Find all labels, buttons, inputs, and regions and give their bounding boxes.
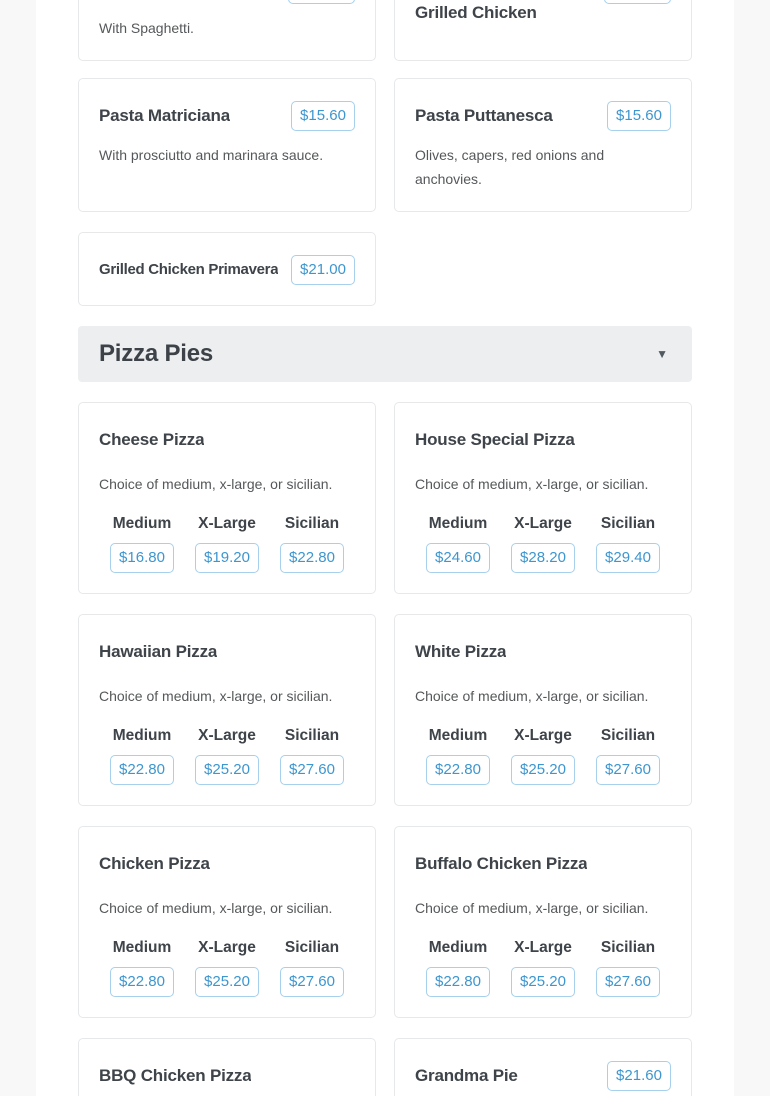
size-option — [110, 512, 174, 573]
item-title: Grilled Chicken — [415, 3, 537, 22]
menu-item-card — [78, 78, 376, 212]
menu-item-card — [78, 232, 376, 306]
item-title: Buffalo Chicken Pizza — [415, 854, 588, 873]
size-price-button[interactable]: $24.60 — [426, 543, 490, 573]
size-label: Medium — [112, 727, 172, 744]
item-title: Grilled Chicken Primavera — [99, 261, 279, 278]
size-label: Medium — [428, 939, 488, 956]
size-option — [511, 936, 575, 997]
size-option — [110, 936, 174, 997]
menu-item-card — [78, 614, 376, 806]
menu-item-card — [394, 1038, 692, 1096]
menu-item-card-partial — [394, 0, 692, 61]
item-description: Choice of medium, x-large, or sicilian. — [415, 476, 649, 492]
size-label: Sicilian — [600, 939, 656, 956]
size-options — [99, 724, 355, 785]
size-price-button[interactable]: $22.80 — [110, 755, 174, 785]
size-label: Medium — [112, 515, 172, 532]
size-options — [99, 936, 355, 997]
menu-row — [78, 0, 692, 61]
size-price-button[interactable]: $25.20 — [511, 755, 575, 785]
menu-row — [78, 1038, 692, 1096]
size-label: X-Large — [514, 727, 572, 744]
size-option — [426, 512, 490, 573]
size-option — [110, 724, 174, 785]
size-label: X-Large — [514, 515, 572, 532]
size-label: Medium — [428, 727, 488, 744]
size-label: X-Large — [514, 939, 572, 956]
menu-item-card — [78, 1038, 376, 1096]
menu-row — [78, 826, 692, 1018]
size-label: Sicilian — [600, 515, 656, 532]
menu-item-card — [78, 826, 376, 1018]
size-option — [280, 512, 344, 573]
size-options — [99, 512, 355, 573]
menu-row — [78, 402, 692, 594]
size-label: X-Large — [198, 515, 256, 532]
size-price-button[interactable]: $29.40 — [596, 543, 660, 573]
item-price-button[interactable]: $21.00 — [291, 255, 355, 285]
size-label: X-Large — [198, 727, 256, 744]
size-label: Sicilian — [284, 515, 340, 532]
item-title: Cheese Pizza — [99, 430, 205, 449]
item-description: Olives, capers, red onions and anchovies. — [415, 147, 605, 187]
size-price-button[interactable]: $22.80 — [426, 967, 490, 997]
size-price-button[interactable]: $16.80 — [110, 543, 174, 573]
item-title: Chicken Pizza — [99, 854, 210, 873]
size-label: Medium — [112, 939, 172, 956]
size-price-button[interactable]: $27.60 — [596, 755, 660, 785]
size-option — [280, 936, 344, 997]
item-description: Choice of medium, x-large, or sicilian. — [415, 900, 649, 916]
size-price-button[interactable]: $25.20 — [511, 967, 575, 997]
item-description: With Spaghetti. — [99, 20, 194, 36]
item-price-button[interactable]: $15.60 — [607, 101, 671, 131]
size-options — [415, 724, 671, 785]
item-description: Choice of medium, x-large, or sicilian. — [99, 900, 333, 916]
item-title: White Pizza — [415, 642, 507, 661]
size-price-button[interactable]: $27.60 — [280, 967, 344, 997]
menu-item-card — [394, 614, 692, 806]
section-title: Pizza Pies — [99, 340, 214, 367]
item-title: Pasta Matriciana — [99, 106, 230, 125]
item-price-button[interactable]: $15.60 — [291, 101, 355, 131]
menu-row — [78, 614, 692, 806]
size-label: Medium — [428, 515, 488, 532]
size-option — [596, 936, 660, 997]
item-description: Choice of medium, x-large, or sicilian. — [415, 688, 649, 704]
size-label: Sicilian — [284, 939, 340, 956]
size-option — [195, 724, 259, 785]
menu-content-container — [36, 0, 734, 1096]
size-option — [511, 724, 575, 785]
size-price-button[interactable]: $27.60 — [280, 755, 344, 785]
size-option — [280, 724, 344, 785]
item-title: Hawaiian Pizza — [99, 642, 218, 661]
menu-row — [78, 232, 692, 306]
menu-item-card — [78, 402, 376, 594]
size-label: Sicilian — [284, 727, 340, 744]
size-label: Sicilian — [600, 727, 656, 744]
size-price-button[interactable]: $22.80 — [280, 543, 344, 573]
item-title: House Special Pizza — [415, 430, 575, 449]
item-title: Grandma Pie — [415, 1066, 518, 1085]
size-price-button[interactable]: $25.20 — [195, 755, 259, 785]
menu-item-card — [394, 78, 692, 212]
menu-row — [78, 78, 692, 212]
size-option — [511, 512, 575, 573]
size-option — [596, 724, 660, 785]
menu-item-card-partial — [78, 0, 376, 61]
size-option — [596, 512, 660, 573]
size-price-button[interactable]: $22.80 — [426, 755, 490, 785]
section-header-pizza-pies[interactable] — [78, 326, 692, 382]
item-description: Choice of medium, x-large, or sicilian. — [99, 476, 333, 492]
size-price-button[interactable]: $27.60 — [596, 967, 660, 997]
item-title: BBQ Chicken Pizza — [99, 1066, 252, 1085]
item-description: Choice of medium, x-large, or sicilian. — [99, 688, 333, 704]
size-price-button[interactable]: $28.20 — [511, 543, 575, 573]
size-option — [195, 936, 259, 997]
menu-item-card — [394, 402, 692, 594]
size-price-button[interactable]: $25.20 — [195, 967, 259, 997]
size-option — [426, 724, 490, 785]
item-price-button-partial[interactable] — [604, 0, 671, 4]
size-label: X-Large — [198, 939, 256, 956]
menu-item-card — [394, 826, 692, 1018]
size-option — [426, 936, 490, 997]
size-option — [195, 512, 259, 573]
collapse-arrow-icon: ▼ — [656, 347, 668, 361]
size-price-button[interactable]: $19.20 — [195, 543, 259, 573]
item-title: Pasta Puttanesca — [415, 106, 553, 125]
item-description: With prosciutto and marinara sauce. — [99, 147, 324, 163]
size-options — [415, 936, 671, 997]
item-price-button-partial[interactable] — [288, 0, 355, 4]
size-price-button[interactable]: $22.80 — [110, 967, 174, 997]
item-price-button[interactable]: $21.60 — [607, 1061, 671, 1091]
size-options — [415, 512, 671, 573]
